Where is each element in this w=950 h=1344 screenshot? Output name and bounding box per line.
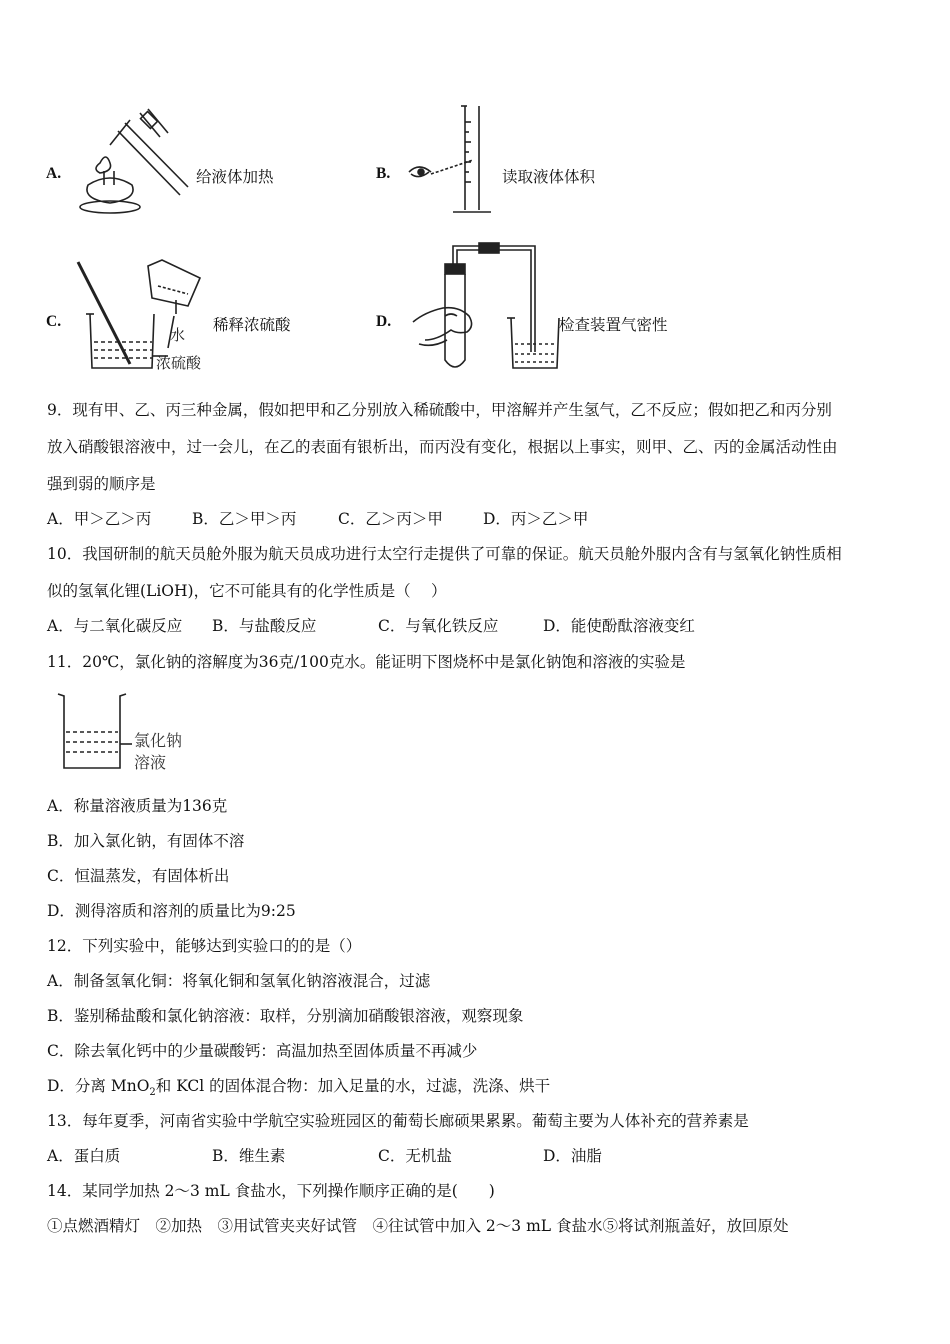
q14-steps: ①点燃酒精灯 ②加热 ③用试管夹夹好试管 ④往试管中加入 2～3 mL 食盐水⑤将试剂瓶盖好，放回原处: [47, 1217, 789, 1235]
q13-option-c[interactable]: C．无机盐: [378, 1147, 452, 1165]
nacl-label: 氯化钠: [134, 731, 183, 750]
q9-option-c[interactable]: C．乙＞丙＞甲: [338, 510, 443, 528]
q12-option-c[interactable]: C．除去氧化钙中的少量碳酸钙：高温加热至固体质量不再减少: [47, 1042, 478, 1060]
q10-line-1: 10．我国研制的航天员舱外服为航天员成功进行太空行走提供了可靠的保证。航天员舱外服内含有与氢氧化钠性质相: [47, 545, 842, 563]
nacl-beaker-figure: [50, 688, 200, 774]
q13-option-a[interactable]: A．蛋白质: [47, 1147, 121, 1165]
q10-option-c[interactable]: C．与氧化铁反应: [378, 617, 499, 635]
q12-option-d-subscript: 2: [149, 1087, 156, 1099]
q10-option-a[interactable]: A．与二氧化碳反应: [47, 617, 183, 635]
q10-option-b[interactable]: B．与盐酸反应: [212, 617, 317, 635]
airtightness-figure: [405, 232, 560, 377]
option-a-letter: A.: [46, 165, 62, 182]
reading-volume-figure: [405, 102, 495, 217]
acid-label: 浓硫酸: [156, 354, 202, 372]
q9-option-d[interactable]: D．丙＞乙＞甲: [483, 510, 589, 528]
q10-option-d[interactable]: D．能使酚酞溶液变红: [543, 617, 695, 635]
q14-line: 14．某同学加热 2～3 mL 食盐水，下列操作顺序正确的是( ): [47, 1182, 495, 1200]
q13-option-d[interactable]: D．油脂: [543, 1147, 602, 1165]
option-c-letter: C.: [46, 313, 62, 330]
q11-option-c[interactable]: C．恒温蒸发，有固体析出: [47, 867, 230, 885]
q9-line-3: 强到弱的顺序是: [47, 475, 156, 493]
q12-option-b[interactable]: B．鉴别稀盐酸和氯化钠溶液：取样，分别滴加硝酸银溶液，观察现象: [47, 1007, 524, 1025]
q10-line-2: 似的氢氧化锂(LiOH)，它不可能具有的化学性质是（ ）: [47, 582, 447, 600]
q12-line: 12．下列实验中，能够达到实验口的的是（）: [47, 937, 362, 955]
q13-option-b[interactable]: B．维生素: [212, 1147, 286, 1165]
option-d-caption: 检查装置气密性: [559, 316, 668, 334]
water-label: 水: [170, 326, 186, 344]
q11-line: 11．20℃，氯化钠的溶解度为36克/100克水。能证明下图烧杯中是氯化钠饱和溶液的实验是: [47, 653, 686, 671]
option-b-letter: B.: [376, 165, 391, 182]
q12-option-d-prefix: D．分离 MnO: [47, 1077, 150, 1095]
option-d-letter: D.: [376, 313, 392, 330]
option-b-caption: 读取液体体积: [502, 168, 596, 186]
q11-option-a[interactable]: A．称量溶液质量为136克: [47, 797, 228, 815]
q9-line-2: 放入硝酸银溶液中，过一会儿，在乙的表面有银析出，而丙没有变化，根据以上事实，则甲、乙、丙的金属活动性由: [47, 438, 838, 456]
q12-option-d[interactable]: [47, 1074, 550, 1098]
q9-option-a[interactable]: A．甲＞乙＞丙: [47, 510, 152, 528]
diluting-acid-figure: [70, 256, 215, 374]
q13-line: 13．每年夏季，河南省实验中学航空实验班园区的葡萄长廊硕果累累。葡萄主要为人体补充的营养素是: [47, 1112, 749, 1130]
heating-liquid-figure: [70, 105, 200, 220]
q11-option-b[interactable]: B．加入氯化钠，有固体不溶: [47, 832, 245, 850]
option-c-caption: 稀释浓硫酸: [213, 316, 291, 334]
q11-option-d[interactable]: D．测得溶质和溶剂的质量比为9:25: [47, 902, 296, 920]
option-a-caption: 给液体加热: [196, 168, 274, 186]
q9-line-1: 9．现有甲、乙、丙三种金属，假如把甲和乙分别放入稀硫酸中，甲溶解并产生氢气，乙不反应；假如把乙和丙分别: [47, 401, 832, 419]
q9-option-b[interactable]: B．乙＞甲＞丙: [192, 510, 297, 528]
q12-option-d-suffix: 和 KCl 的固体混合物：加入足量的水，过滤，洗涤、烘干: [155, 1077, 551, 1095]
solution-label: 溶液: [134, 753, 167, 772]
q12-option-a[interactable]: A．制备氢氧化铜：将氧化铜和氢氧化钠溶液混合，过滤: [47, 972, 431, 990]
